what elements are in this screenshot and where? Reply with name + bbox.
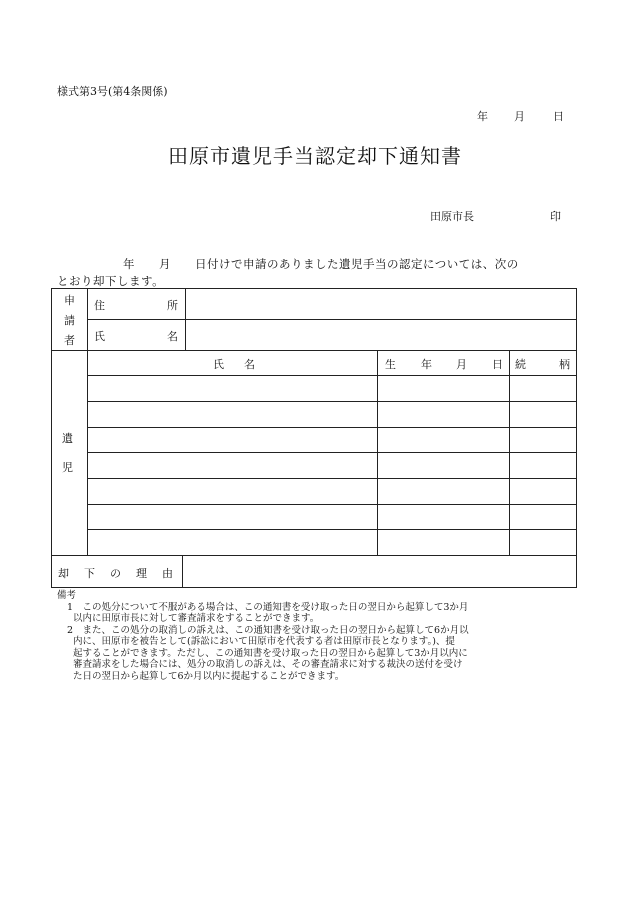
- date-year-label: 年: [477, 110, 488, 123]
- child-label-char-1: 遺: [62, 432, 73, 445]
- reason-label-char-4: 理: [136, 567, 147, 580]
- remarks-line: た日の翌日から起算して6か月以内に提起することができます。: [73, 670, 345, 682]
- remarks-line: 内に、田原市を被告として(訴訟において田原市を代表する者は田原市長となります。)、提: [73, 636, 455, 647]
- name-label-char-1: 氏: [94, 330, 105, 343]
- child-header-relation-2: 柄: [559, 358, 570, 371]
- child-header-name-1: 氏: [213, 358, 224, 371]
- remarks-line: 起することができます。ただし、この通知書を受け取った日の翌日から起算して3か月以内に: [73, 647, 468, 659]
- remarks-line: 2 また、この処分の取消しの訴えは、この通知書を受け取った日の翌日から起算して6か月以: [67, 624, 469, 636]
- reason-field[interactable]: [185, 558, 573, 585]
- child-header-birth-2: 年: [421, 358, 432, 371]
- reason-label-char-3: の: [110, 567, 121, 580]
- name-field[interactable]: [188, 323, 572, 347]
- document-title: 田原市遺児手当認定却下通知書: [168, 144, 462, 168]
- address-label-char-1: 住: [94, 299, 105, 312]
- reason-label-char-5: 由: [162, 567, 173, 580]
- applicant-label-char-3: 者: [64, 334, 75, 347]
- remarks-heading: 備考: [57, 590, 77, 601]
- seal-mark: 印: [550, 210, 561, 223]
- child-header-birth-3: 月: [456, 358, 467, 371]
- child-header-birth-4: 日: [492, 358, 503, 371]
- remarks-line: 以内に田原市長に対して審査請求をすることができます。: [73, 613, 320, 624]
- reason-label-char-2: 下: [84, 567, 95, 580]
- body-line-1: 年 月 日付けで申請のありました遺児手当の認定については、次の: [123, 257, 519, 271]
- applicant-label-char-1: 申: [64, 294, 75, 307]
- form-number: 様式第3号(第4条関係): [57, 85, 168, 98]
- date-month-label: 月: [514, 110, 525, 123]
- date-day-label: 日: [553, 110, 564, 123]
- child-header-relation-1: 続: [515, 358, 526, 371]
- issuer-mayor: 田原市長: [430, 210, 474, 223]
- child-header-name-2: 名: [244, 358, 255, 371]
- address-label-char-2: 所: [167, 299, 178, 312]
- child-header-birth-1: 生: [385, 358, 396, 371]
- remarks-line: 1 この処分について不服がある場合は、この通知書を受け取った日の翌日から起算して3か月: [67, 601, 469, 613]
- name-label-char-2: 名: [167, 330, 178, 343]
- remarks-section: [57, 590, 577, 682]
- child-label-char-2: 児: [62, 461, 73, 474]
- reason-label-char-1: 却: [58, 567, 69, 580]
- applicant-label-char-2: 請: [64, 314, 75, 327]
- address-field[interactable]: [188, 292, 572, 316]
- remarks-line: 審査請求をした場合には、処分の取消しの訴えは、その審査請求に対する裁決の送付を受け: [73, 659, 463, 670]
- body-line-2: とおり却下します。: [57, 274, 165, 288]
